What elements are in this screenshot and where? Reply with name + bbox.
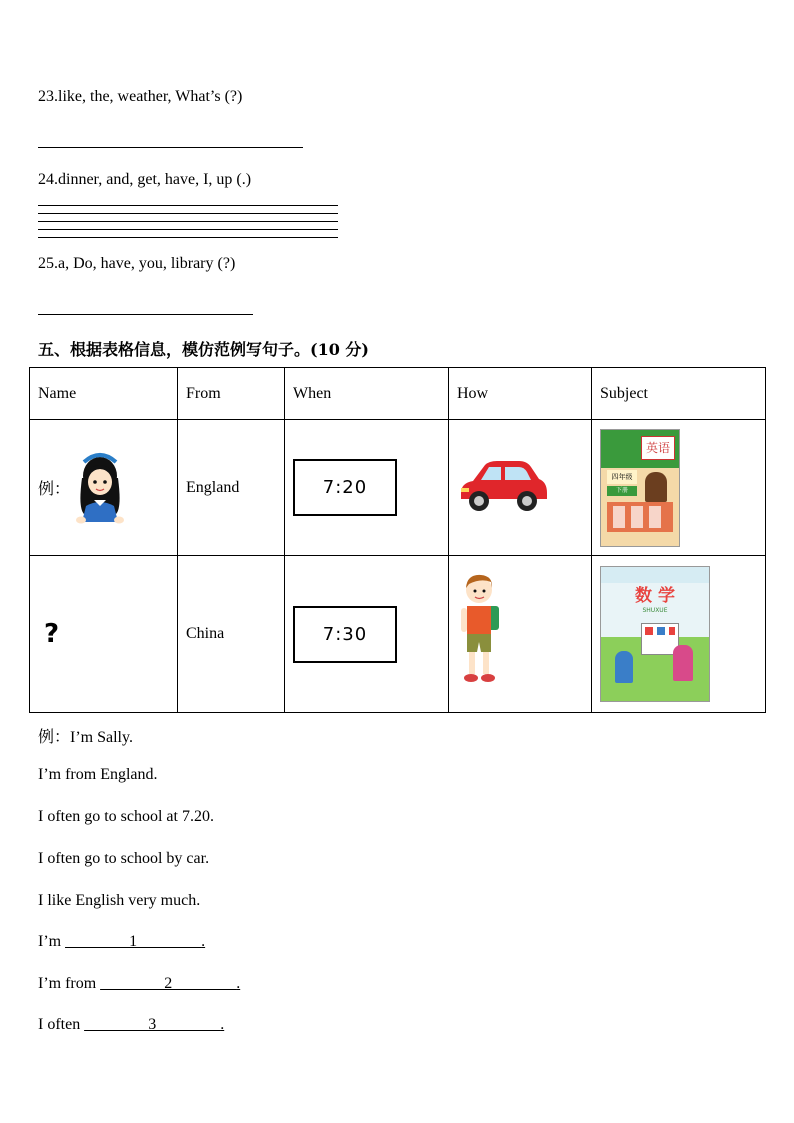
how-cell [449, 420, 592, 556]
book-volume: 下册 [607, 486, 637, 496]
fill-end: . [236, 975, 241, 992]
how-cell [449, 556, 592, 713]
blank-1[interactable]: ________1________ [65, 933, 202, 950]
answer-line[interactable] [38, 314, 253, 315]
example-line: I’m from England. [38, 766, 158, 783]
fill-in-1 [38, 933, 205, 951]
blank-2[interactable]: ________2________ [100, 975, 237, 992]
fill-end: . [201, 933, 206, 950]
table-row [30, 420, 766, 556]
english-book [600, 429, 680, 547]
question-number: 23. [38, 88, 58, 105]
blank-3[interactable]: ________3________ [84, 1016, 221, 1033]
subject-cell [592, 420, 766, 556]
table-row [30, 556, 766, 713]
answer-line[interactable] [38, 229, 338, 230]
fill-in-3 [38, 1016, 224, 1034]
math-book [600, 566, 710, 702]
info-table [29, 367, 766, 713]
answer-line[interactable] [38, 237, 338, 238]
name-cell [30, 420, 178, 556]
car-icon [457, 455, 549, 515]
header-how: How [449, 368, 592, 420]
when-cell [285, 556, 449, 713]
answer-line[interactable] [38, 213, 338, 214]
when-cell [285, 420, 449, 556]
fill-prefix: I’m from [38, 975, 101, 992]
question-number: 24. [38, 171, 58, 188]
header-when: When [285, 368, 449, 420]
from-cell: China [178, 556, 285, 713]
question-mark: ? [44, 619, 60, 649]
section-heading [38, 337, 369, 360]
example-line: I like English very much. [38, 892, 201, 909]
question-25 [38, 255, 235, 273]
answer-line[interactable] [38, 221, 338, 222]
section-score: (10 分) [310, 340, 369, 359]
question-24 [38, 171, 251, 189]
example-line: I often go to school by car. [38, 850, 210, 867]
question-23 [38, 88, 242, 106]
fill-end: . [220, 1016, 225, 1033]
answer-line[interactable] [38, 205, 338, 206]
fill-in-2 [38, 975, 240, 993]
example-line: 例：I’m Sally. [38, 729, 133, 746]
fill-prefix: I’m [38, 933, 66, 950]
book-pinyin: SHUXUE [642, 607, 668, 614]
girl-icon [70, 448, 130, 528]
answer-line[interactable] [38, 147, 303, 148]
clock-display: 7:20 [293, 459, 397, 516]
clock-display: 7:30 [293, 606, 397, 663]
question-words: like, the, weather, What’s (?) [58, 88, 243, 105]
fill-prefix: I often [38, 1016, 85, 1033]
header-from: From [178, 368, 285, 420]
question-words: a, Do, have, you, library (?) [58, 255, 236, 272]
header-subject: Subject [592, 368, 766, 420]
walking-boy-icon [457, 570, 505, 694]
from-cell: England [178, 420, 285, 556]
name-cell [30, 556, 178, 713]
book-grade: 四年级 [607, 470, 637, 484]
question-number: 25. [38, 255, 58, 272]
section-title: 五、根据表格信息，模仿范例写句子。 [38, 340, 311, 359]
question-words: dinner, and, get, have, I, up (.) [58, 171, 252, 188]
header-name: Name [30, 368, 178, 420]
example-line: I often go to school at 7.20. [38, 808, 214, 825]
book-title: 数 学 [635, 586, 675, 606]
book-title: 英语 [641, 436, 675, 460]
example-label: 例： [38, 481, 71, 498]
table-header-row [30, 368, 766, 420]
subject-cell [592, 556, 766, 713]
